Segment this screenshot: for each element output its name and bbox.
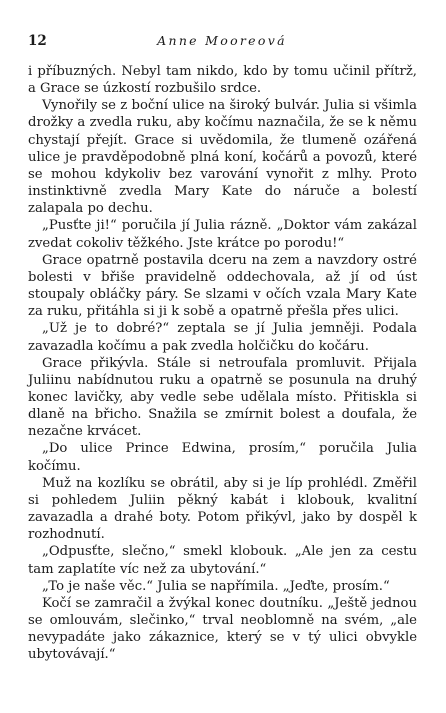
paragraph: Grace přikývla. Stále si netroufala promluvit. Přijala Juliinu nabídnutou ruku a opatrně se posunula na druhý konec lavičky, aby vedle sebe udělala místo. Přitiskla si dlaně na břicho. Snažila se zmírnit bolest a doufala, že nezačne krvácet. [28,355,417,440]
paragraph: „To je naše věc.“ Julia se napřímila. „Jeďte, prosím.“ [42,578,390,594]
paragraph: „Do ulice Prince Edwina, prosím,“ poručila Julia kočímu. [28,441,417,474]
paragraph: Grace opatrně postavila dceru na zem a navzdory ostré bolesti v břiše pravidelně oddechovala, až jí od úst stoupaly obláčky páry. Se slzami v očích vzala Mary Kate za ruku, přitáhla si ji k sobě a opatrně přešla přes ulici. [28,252,417,320]
paragraph: Muž na kozlíku se obrátil, aby si je líp prohlédl. Změřil si pohledem Juliin pěkný kabát i klobouk, kvalitní zavazadla a drahé boty. Potom přikývl, jako by dospěl k rozhodnutí. [28,475,417,543]
paragraph: Vynořily se z boční ulice na široký bulvár. Julia si všimla drožky a zvedla ruku, aby kočímu naznačila, že se k němu chystají přejít. Grace si uvědomila, že tlumeně ozářená ulice je pravděpodobně plná koní, kočárů a povozů, které se mohou kdykoliv bez varování vynořit z mlhy. Proto instinktivně zvedla Mary Kate do náruče a bolestí zalapala po dechu. [28,98,417,217]
page-header [28,33,416,53]
paragraph: „Odpusťte, slečno,“ smekl klobouk. „Ale jen za cestu tam zaplatíte víc než za ubytování.“ [28,544,417,577]
page-number: 12 [28,33,47,49]
running-head-author: Anne Mooreová [157,33,287,48]
body-text [28,63,417,663]
paragraph: i příbuzných. Nebyl tam nikdo, kdo by tomu učinil přítrž, a Grace se úzkostí rozbušilo srdce. [28,64,417,97]
paragraph: „Pusťte ji!“ poručila jí Julia rázně. „Doktor vám zakázal zvedat cokoliv těžkého. Jste krátce po porodu!“ [28,218,417,251]
paragraph: „Už je to dobré?“ zeptala se jí Julia jemněji. Podala zavazadla kočímu a pak zvedla holčičku do kočáru. [28,321,417,354]
paragraph: Kočí se zamračil a žvýkal konec doutníku. „Ještě jednou se omlouvám, slečinko,“ trval neoblomně na svém, „ale nevypadáte jako zákaznice, který se v tý ulici obvykle ubytovávají.“ [28,595,417,663]
